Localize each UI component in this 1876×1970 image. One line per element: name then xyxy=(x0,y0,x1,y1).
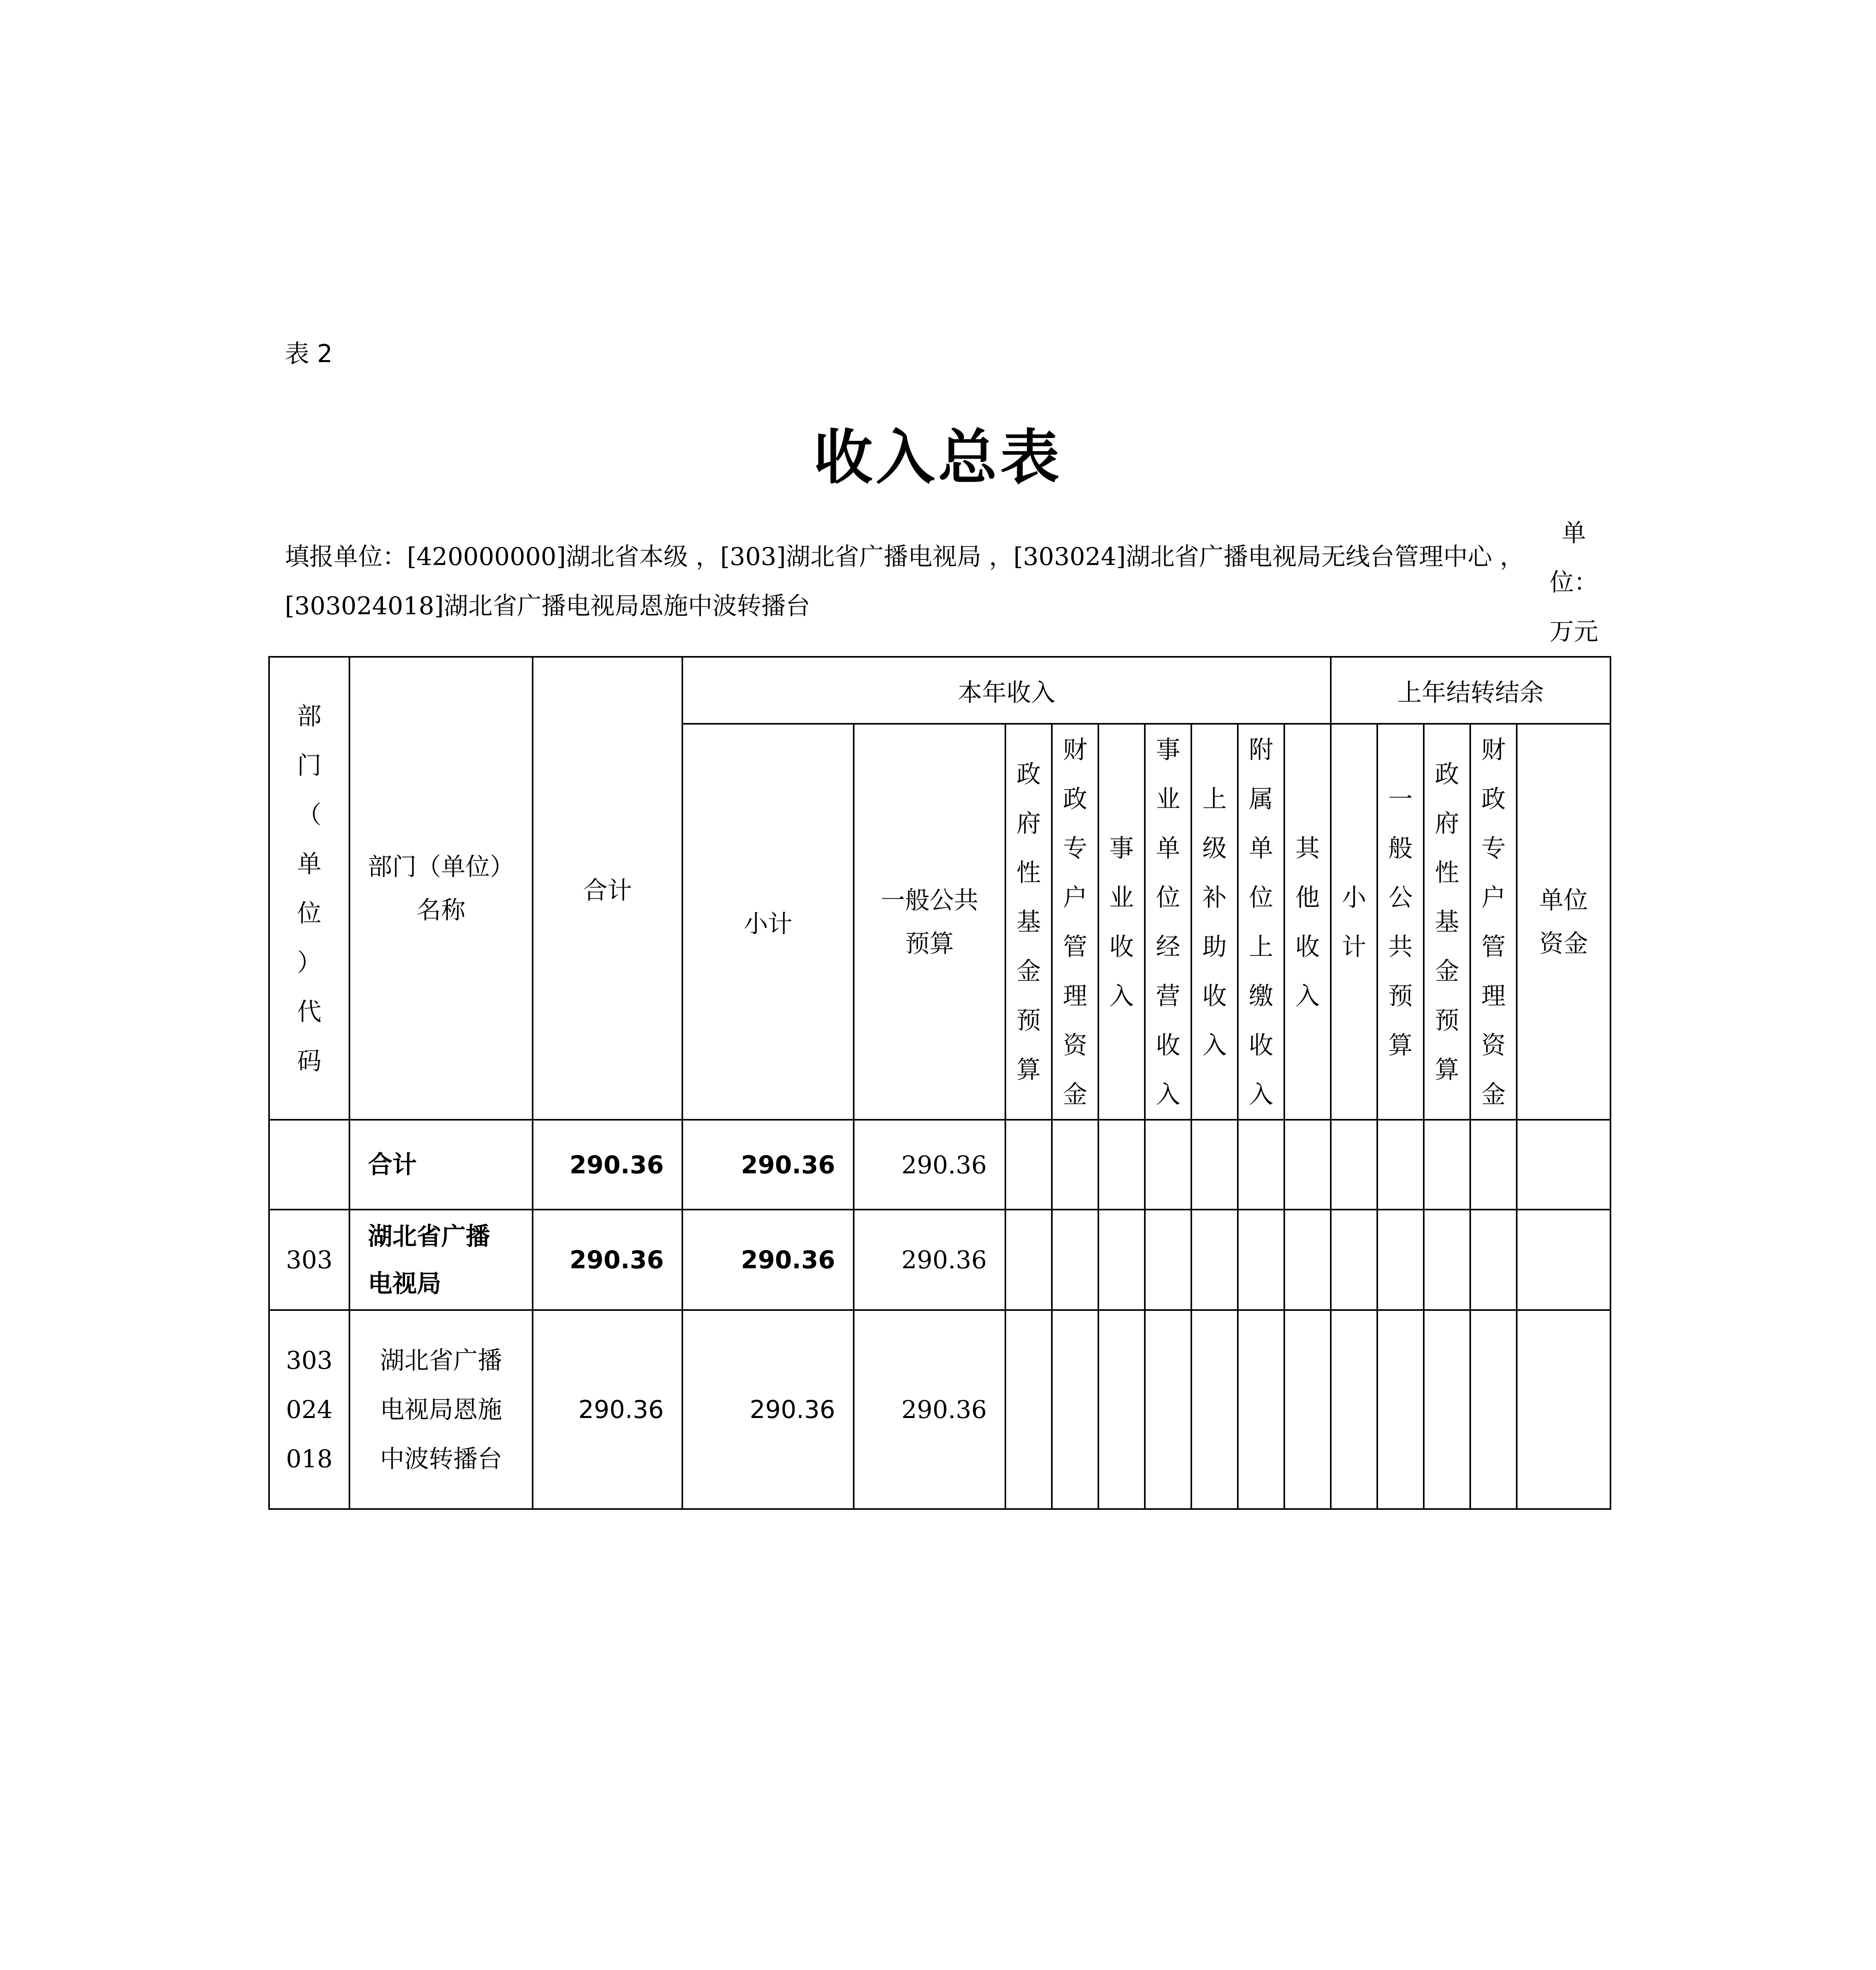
cell-empty xyxy=(1377,1310,1424,1509)
cell-name: 合计 xyxy=(349,1120,533,1210)
cell-empty xyxy=(1052,1120,1098,1210)
income-summary-table xyxy=(268,656,1611,1510)
cell-empty xyxy=(1005,1310,1052,1509)
header-previous-general-budget: 一 般 公 共 预 算 xyxy=(1377,724,1424,1120)
header-dept-name: 部门（单位） 名称 xyxy=(349,657,533,1120)
header-current-operating-income: 事 业 单 位 经 营 收 入 xyxy=(1145,724,1191,1120)
cell-empty xyxy=(1052,1310,1098,1509)
cell-empty xyxy=(1145,1120,1191,1210)
cell-total: 290.36 xyxy=(533,1120,682,1210)
header-dept-code: 部 门 （ 单 位 ） 代 码 xyxy=(269,657,349,1120)
cell-empty xyxy=(1098,1310,1145,1509)
header-previous-special-account: 财 政 专 户 管 理 资 金 xyxy=(1470,724,1517,1120)
header-current-affiliated-remit: 附 属 单 位 上 缴 收 入 xyxy=(1238,724,1284,1120)
cell-empty xyxy=(1470,1310,1517,1509)
cell-name: 湖北省广播 电视局恩施 中波转播台 xyxy=(349,1310,533,1509)
cell-empty xyxy=(1424,1120,1470,1210)
header-current-gov-fund: 政 府 性 基 金 预 算 xyxy=(1005,724,1052,1120)
table-label: 表 2 xyxy=(285,339,333,368)
header-previous-unit-funds: 单位 资金 xyxy=(1517,724,1610,1120)
cell-empty xyxy=(1517,1120,1610,1210)
header-current-higher-subsidy: 上 级 补 助 收 入 xyxy=(1191,724,1238,1120)
cell-empty xyxy=(1005,1120,1052,1210)
header-previous-gov-fund: 政 府 性 基 金 预 算 xyxy=(1424,724,1470,1120)
header-current-general-budget: 一般公共 预算 xyxy=(854,724,1005,1120)
header-group-current-income: 本年收入 xyxy=(682,657,1331,724)
cell-empty xyxy=(1238,1210,1284,1310)
cell-empty xyxy=(1331,1120,1377,1210)
header-current-subtotal: 小计 xyxy=(682,724,854,1120)
cell-subtotal: 290.36 xyxy=(682,1210,854,1310)
cell-code: 303 xyxy=(269,1210,349,1310)
cell-total: 290.36 xyxy=(533,1210,682,1310)
cell-empty xyxy=(1145,1210,1191,1310)
cell-empty xyxy=(1470,1120,1517,1210)
cell-empty xyxy=(1145,1310,1191,1509)
cell-empty xyxy=(1098,1120,1145,1210)
cell-empty xyxy=(1284,1120,1331,1210)
cell-empty xyxy=(1377,1210,1424,1310)
cell-empty xyxy=(1005,1210,1052,1310)
cell-empty xyxy=(1377,1120,1424,1210)
cell-empty xyxy=(1284,1210,1331,1310)
cell-empty xyxy=(1331,1210,1377,1310)
cell-empty xyxy=(1517,1210,1610,1310)
cell-general-budget: 290.36 xyxy=(854,1310,1005,1509)
cell-empty xyxy=(1517,1310,1610,1509)
cell-empty xyxy=(1052,1210,1098,1310)
header-total: 合计 xyxy=(533,657,682,1120)
cell-empty xyxy=(1424,1310,1470,1509)
currency-unit: 单位：万元 xyxy=(1549,519,1598,646)
header-group-previous-balance: 上年结转结余 xyxy=(1331,657,1610,724)
cell-general-budget: 290.36 xyxy=(854,1120,1005,1210)
cell-empty xyxy=(1284,1310,1331,1509)
cell-code: 303 024 018 xyxy=(269,1310,349,1509)
cell-total: 290.36 xyxy=(533,1310,682,1509)
header-current-special-account: 财 政 专 户 管 理 资 金 xyxy=(1052,724,1098,1120)
cell-general-budget: 290.36 xyxy=(854,1210,1005,1310)
cell-empty xyxy=(1098,1210,1145,1310)
cell-empty xyxy=(1331,1310,1377,1509)
header-previous-subtotal: 小 计 xyxy=(1331,724,1377,1120)
header-current-other-income: 其 他 收 入 xyxy=(1284,724,1331,1120)
table-row xyxy=(269,1210,1610,1310)
cell-empty xyxy=(1470,1210,1517,1310)
cell-code xyxy=(269,1120,349,1210)
cell-empty xyxy=(1191,1210,1238,1310)
page-title: 收入总表 xyxy=(813,424,1062,492)
cell-empty xyxy=(1424,1210,1470,1310)
cell-subtotal: 290.36 xyxy=(682,1120,854,1210)
cell-empty xyxy=(1238,1120,1284,1210)
header-current-business-income: 事 业 收 入 xyxy=(1098,724,1145,1120)
cell-empty xyxy=(1191,1120,1238,1210)
cell-empty xyxy=(1238,1310,1284,1509)
filler-unit-info: 填报单位：[420000000]湖北省本级 ，[303]湖北省广播电视局 ，[303024]湖北省广播电视局无线台管理中心 ，[303024018]湖北省广播电视局恩施中波转播台 xyxy=(285,542,1525,620)
cell-subtotal: 290.36 xyxy=(682,1310,854,1509)
cell-name: 湖北省广播 电视局 xyxy=(349,1210,533,1310)
table-row xyxy=(269,1310,1610,1509)
table-row xyxy=(269,1120,1610,1210)
cell-empty xyxy=(1191,1310,1238,1509)
